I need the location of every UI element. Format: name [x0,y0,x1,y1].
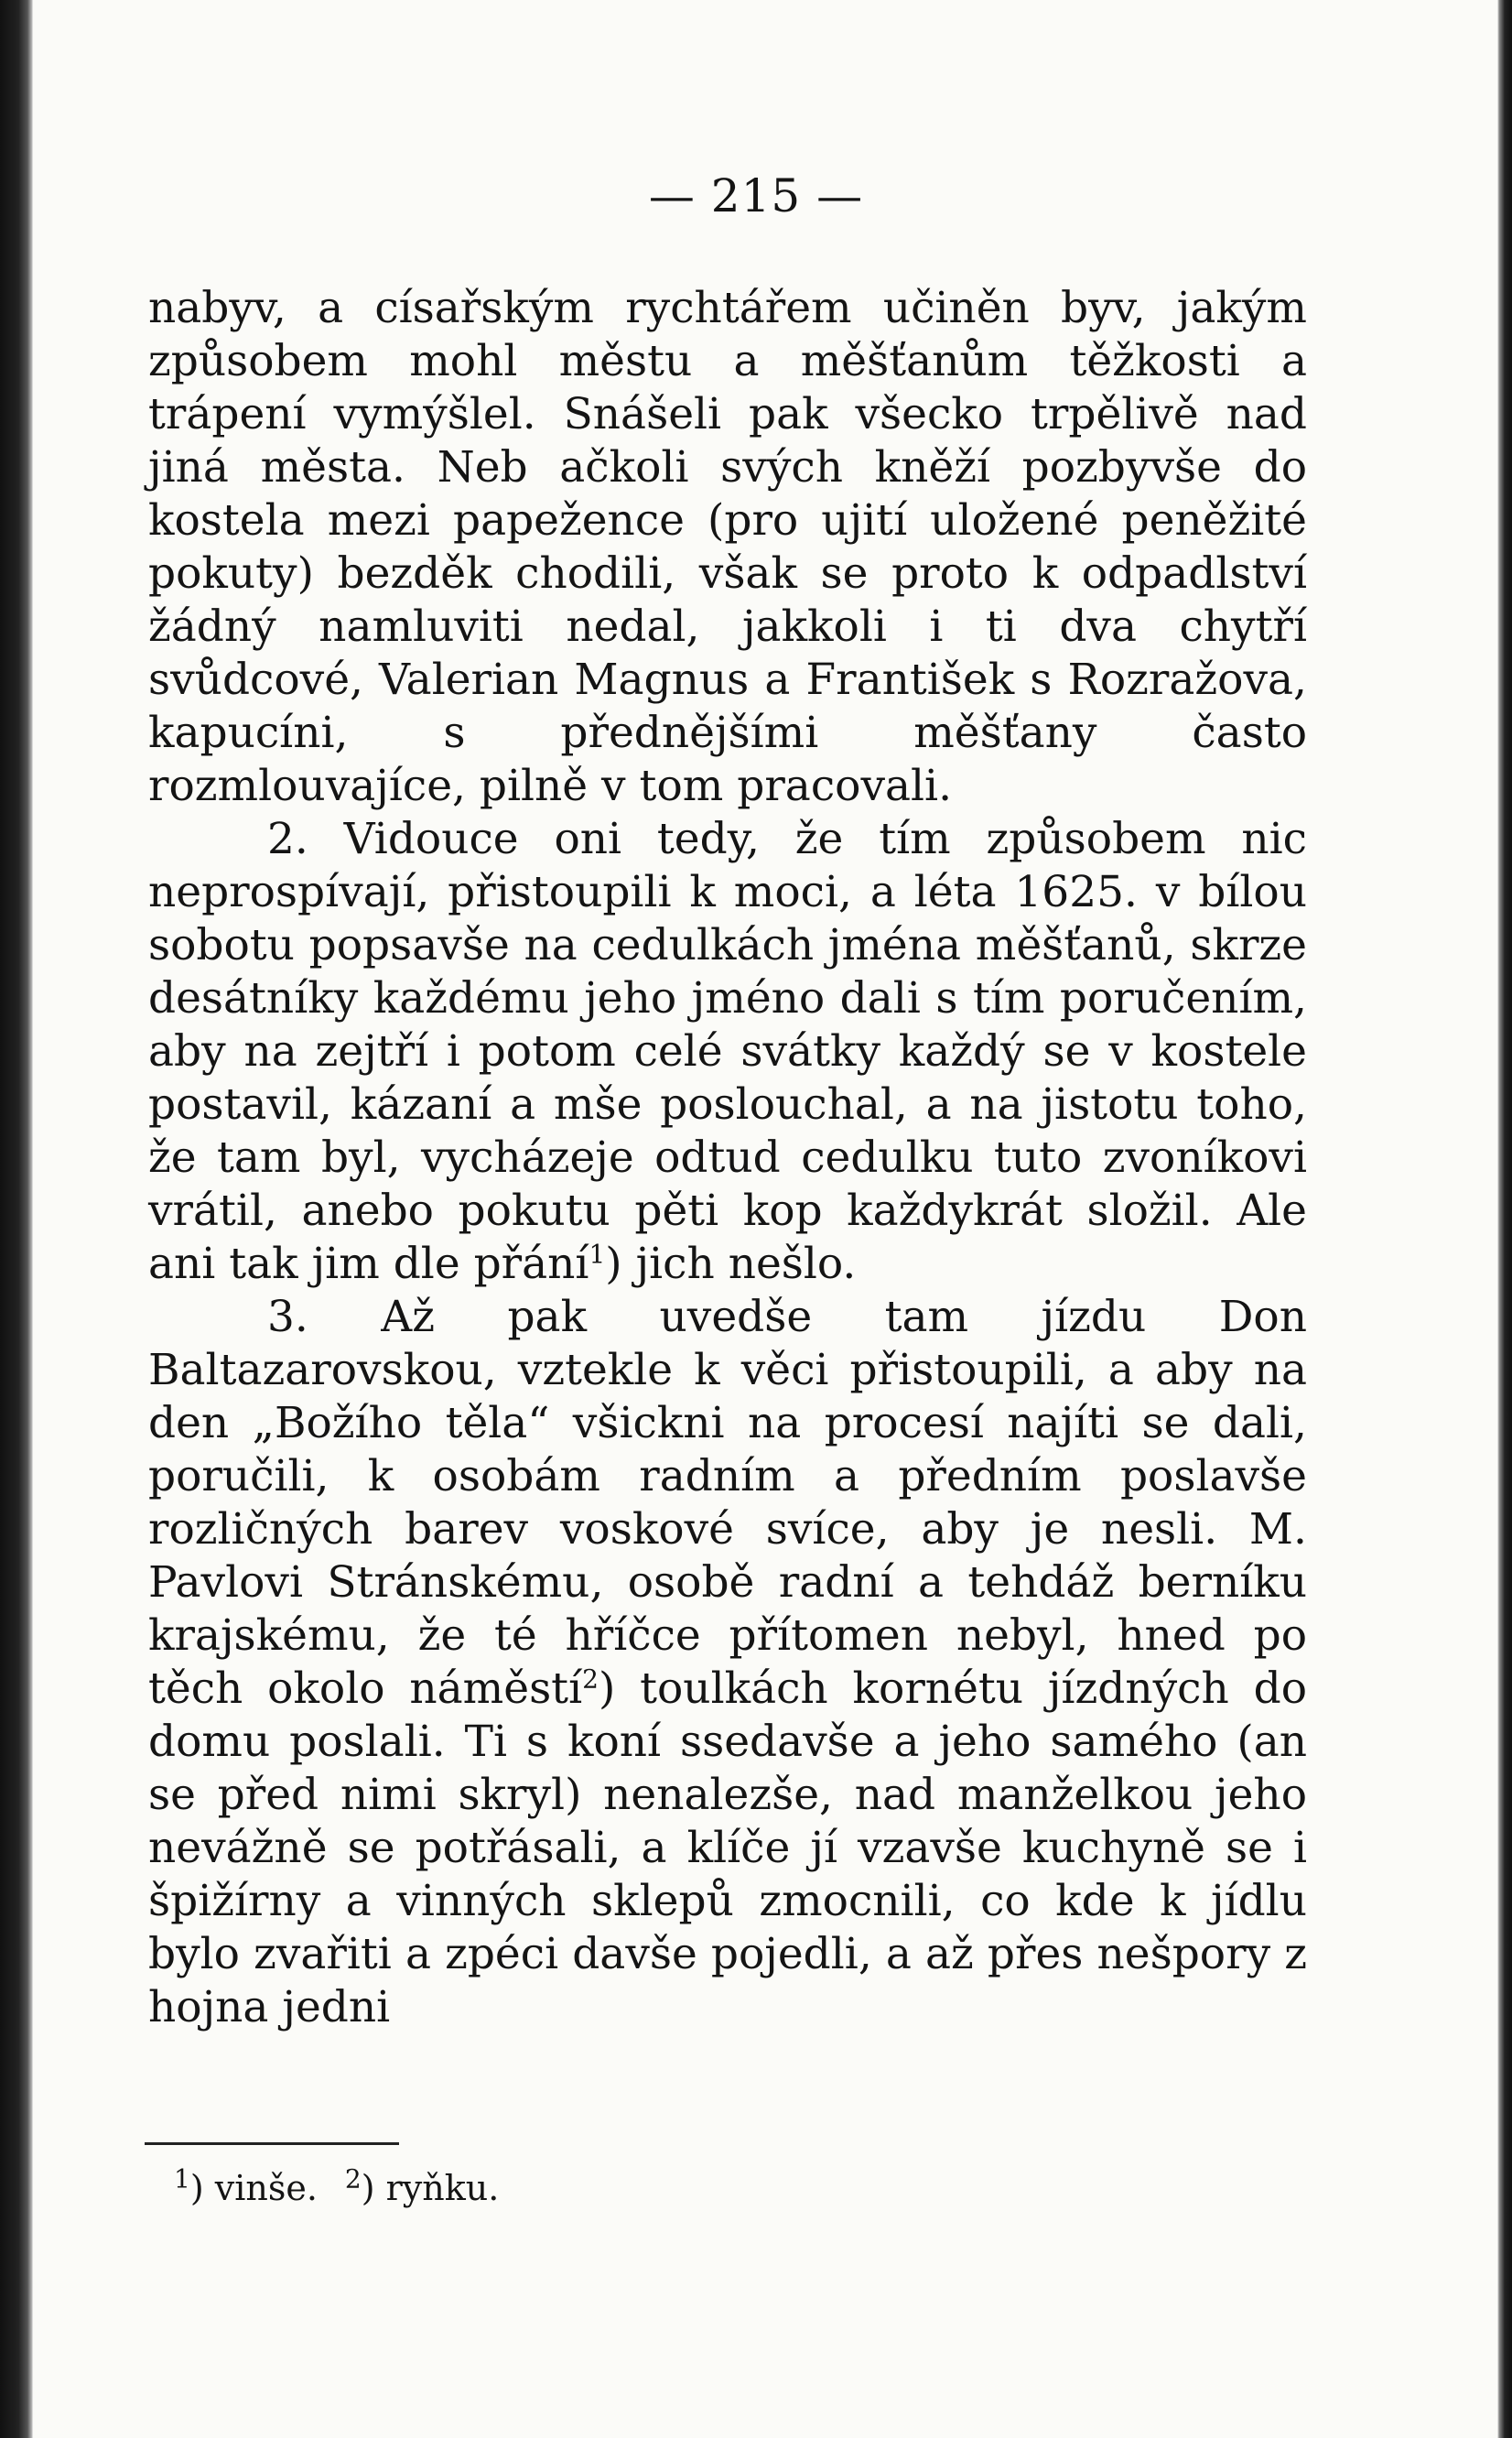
paragraph-2-text: 2. Vidouce oni tedy, že tím způsobem nic neprospívají, přistoupili k moci, a léta 1625. v bílou sobotu popsavše na cedulkách jména měšťanů, skrze desátníky každému jeho jméno dali s tím poručením, aby na zejtří i potom celé svátky každý se v kostele postavil, kázaní a mše poslouchal, a na jistotu toho, že tam byl, vycházeje odtud cedulku tuto zvoníkovi vrátil, anebo pokutu pěti kop každykrát složil. Ale ani tak jim dle přání [148,814,1307,1289]
page-number: — 215 — [648,169,864,222]
footnote-divider [145,2142,399,2145]
body-text [148,282,1307,2034]
footnotes [174,2161,526,2216]
footnote-2 [345,2161,499,2216]
paragraph-2-tail: jich nešlo. [635,1239,857,1289]
paragraph-2: 2. Vidouce oni tedy, že tím způsobem nic neprospívají, přistoupili k moci, a léta 1625. v bílou sobotu popsavše na cedulkách jména měšťanů, skrze desátníky každému jeho jméno dali s tím poručením, aby na zejtří i potom celé svátky každý se v kostele postavil, kázaní a mše poslouchal, a na jistotu toho, že tam byl, vycházeje odtud cedulku tuto zvoníkovi vrátil, anebo pokutu pěti kop každykrát složil. Ale ani tak jim dle přání$^1$) jich nešlo. [148,814,1307,1289]
paragraph-1: nabyv, a císařským rychtářem učiněn byv, jakým způsobem mohl městu a měšťanům těžkosti a trápení vymýšlel. Snášeli pak všecko trpělivě nad jiná města. Neb ačkoli svých kněží pozbyvše do kostela mezi papežence (pro ujití uložené peněžité pokuty) bezděk chodili, však se proto k odpadlství žádný namluviti nedal, jakkoli i ti dva chytří svůdcové, Valerian Magnus a František s Rozražova, kapucíni, s přednějšími měšťany často rozmlouvajíce, pilně v tom pracovali. [148,283,1307,811]
page-right-edge [1497,0,1512,2438]
footnote-2-text: ) ryňku. [361,2168,500,2208]
footnote-1-text: ) vinše. [189,2168,318,2208]
footnote-1 [174,2161,318,2216]
footnote-ref-2: 2 [582,1663,599,1695]
page-left-edge [0,0,33,2438]
paragraph-3-tail: toulkách kornétu jízdných do domu poslali. Ti s koní ssedavše a jeho samého (an se před nimi skryl) nenalezše, nad manželkou jeho nevážně se potřásali, a klíče jí vzavše kuchyně se i špižírny a vinných sklepů zmocnili, co kde k jídlu bylo zvařiti a zpéci davše pojedli, a až přes nešpory z hojna jedni [148,1663,1307,2032]
paragraph-3-text: 3. Až pak uvedše tam jízdu Don Baltazarovskou, vztekle k věci přistoupili, a aby na den „Božího těla“ všickni na procesí najíti se dali, poručili, k osobám radním a předním poslavše rozličných barev voskové svíce, aby je nesli. M. Pavlovi Stránskému, osobě radní a tehdáž berníku krajskému, že té hříčce přítomen nebyl, hned po těch okolo náměstí [148,1292,1307,1714]
paragraph-3: 3. Až pak uvedše tam jízdu Don Baltazarovskou, vztekle k věci přistoupili, a aby na den „Božího těla“ všickni na procesí najíti se dali, poručili, k osobám radním a předním poslavše rozličných barev voskové svíce, aby je nesli. M. Pavlovi Stránskému, osobě radní a tehdáž berníku krajskému, že té hříčce přítomen nebyl, hned po těch okolo náměstí$^2$) toulkách kornétu jízdných do domu poslali. Ti s koní ssedavše a jeho samého (an se před nimi skryl) nenalezše, nad manželkou jeho nevážně se potřásali, a klíče jí vzavše kuchyně se i špižírny a vinných sklepů zmocnili, co kde k jídlu bylo zvařiti a zpéci davše pojedli, a až přes nešpory z hojna jedni [148,1292,1307,2032]
footnote-1-mark: 1 [174,2163,190,2194]
footnote-2-mark: 2 [344,2163,362,2194]
footnote-ref-1: 1 [589,1239,606,1270]
